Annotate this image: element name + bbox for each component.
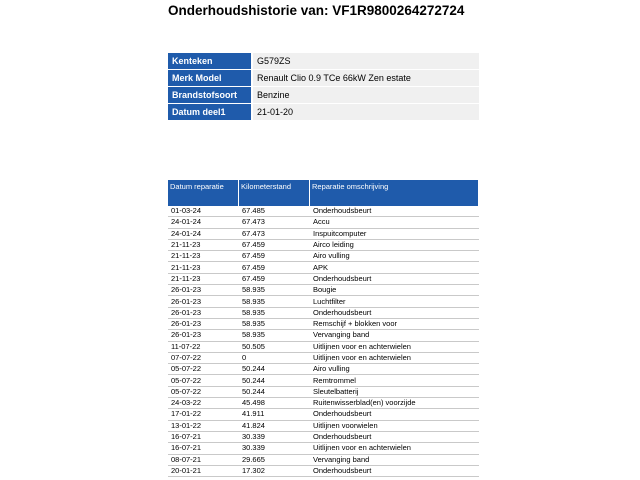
repair-description-cell: Sleutelbatterij [310, 386, 479, 397]
repair-description-cell: Bougie [310, 285, 479, 296]
table-row [168, 285, 479, 296]
repair-description-cell: Onderhoudsbeurt [310, 273, 479, 284]
repair-description-cell: Airo vulling [310, 251, 479, 262]
table-header-row [168, 180, 479, 206]
repair-date-cell: 21-11-23 [168, 239, 239, 250]
table-row [168, 352, 479, 363]
table-row [168, 443, 479, 454]
repair-date-cell: 01-03-24 [168, 206, 239, 217]
mileage-cell: 41.824 [239, 420, 310, 431]
table-row [168, 239, 479, 250]
mileage-cell: 67.473 [239, 217, 310, 228]
vehicle-field-label: Brandstofsoort [168, 87, 252, 104]
repair-date-cell: 13-01-22 [168, 420, 239, 431]
vehicle-field-label: Merk Model [168, 70, 252, 87]
mileage-cell: 58.935 [239, 285, 310, 296]
repair-date-cell: 21-11-23 [168, 273, 239, 284]
repair-date-cell: 05-07-22 [168, 375, 239, 386]
mileage-cell: 17.302 [239, 465, 310, 476]
vehicle-field-value: Benzine [252, 87, 479, 104]
repair-date-cell: 26-01-23 [168, 285, 239, 296]
repair-description-cell: Remtrommel [310, 375, 479, 386]
vehicle-info-row [168, 53, 479, 70]
repair-date-cell: 08-07-21 [168, 454, 239, 465]
table-row [168, 217, 479, 228]
repair-date-cell: 21-11-23 [168, 251, 239, 262]
repair-description-cell: Ruitenwisserblad(en) voorzijde [310, 398, 479, 409]
repair-date-cell: 11-07-22 [168, 341, 239, 352]
vehicle-field-label: Datum deel1 [168, 104, 252, 121]
mileage-cell: 50.505 [239, 341, 310, 352]
repair-description-cell: Onderhoudsbeurt [310, 431, 479, 442]
table-row [168, 341, 479, 352]
mileage-cell: 0 [239, 352, 310, 363]
table-row [168, 364, 479, 375]
repair-description-cell: Uitlijnen voor en achterwielen [310, 352, 479, 363]
repair-date-cell: 24-01-24 [168, 228, 239, 239]
mileage-cell: 29.665 [239, 454, 310, 465]
repair-description-cell: Vervanging band [310, 454, 479, 465]
page-title: Onderhoudshistorie van: VF1R9800264272724 [168, 3, 465, 18]
table-row [168, 228, 479, 239]
repair-date-cell: 17-01-22 [168, 409, 239, 420]
repair-description-cell: Inspuitcomputer [310, 228, 479, 239]
table-row [168, 386, 479, 397]
vehicle-info-row [168, 87, 479, 104]
mileage-cell: 30.339 [239, 443, 310, 454]
repair-description-cell: Airo vulling [310, 364, 479, 375]
vehicle-field-value: G579ZS [252, 53, 479, 70]
mileage-cell: 67.459 [239, 273, 310, 284]
repair-date-cell: 26-01-23 [168, 330, 239, 341]
repair-description-cell: Onderhoudsbeurt [310, 307, 479, 318]
header-mileage: Kilometerstand [239, 180, 310, 206]
table-row [168, 307, 479, 318]
repair-description-cell: Accu [310, 217, 479, 228]
table-row [168, 262, 479, 273]
repair-description-cell: Uitlijnen voor en achterwielen [310, 341, 479, 352]
table-row [168, 296, 479, 307]
mileage-cell: 41.911 [239, 409, 310, 420]
mileage-cell: 67.459 [239, 262, 310, 273]
repair-description-cell: Onderhoudsbeurt [310, 465, 479, 476]
mileage-cell: 58.935 [239, 307, 310, 318]
repair-description-cell: Uitlijnen voor en achterwielen [310, 443, 479, 454]
header-date: Datum reparatie [168, 180, 239, 206]
repair-date-cell: 26-01-23 [168, 307, 239, 318]
table-row [168, 465, 479, 476]
table-row [168, 420, 479, 431]
repair-description-cell: Onderhoudsbeurt [310, 409, 479, 420]
repair-date-cell: 20-01-21 [168, 465, 239, 476]
repair-date-cell: 05-07-22 [168, 386, 239, 397]
mileage-cell: 67.473 [239, 228, 310, 239]
vehicle-field-value: 21-01-20 [252, 104, 479, 121]
repair-date-cell: 16-07-21 [168, 443, 239, 454]
mileage-cell: 67.485 [239, 206, 310, 217]
repair-description-cell: Remschijf + blokken voor [310, 318, 479, 329]
table-row [168, 206, 479, 217]
mileage-cell: 58.935 [239, 318, 310, 329]
mileage-cell: 67.459 [239, 251, 310, 262]
repair-description-cell: APK [310, 262, 479, 273]
vehicle-info-table [168, 52, 479, 121]
repair-description-cell: Uitlijnen voorwielen [310, 420, 479, 431]
mileage-cell: 58.935 [239, 296, 310, 307]
repair-date-cell: 05-07-22 [168, 364, 239, 375]
mileage-cell: 58.935 [239, 330, 310, 341]
repair-date-cell: 26-01-23 [168, 296, 239, 307]
table-row [168, 409, 479, 420]
repair-description-cell: Luchtfilter [310, 296, 479, 307]
mileage-cell: 45.498 [239, 398, 310, 409]
repair-date-cell: 07-07-22 [168, 352, 239, 363]
header-description: Reparatie omschrijving [310, 180, 479, 206]
repair-description-cell: Onderhoudsbeurt [310, 206, 479, 217]
maintenance-history-table [168, 180, 479, 477]
repair-date-cell: 24-01-24 [168, 217, 239, 228]
repair-date-cell: 16-07-21 [168, 431, 239, 442]
mileage-cell: 50.244 [239, 364, 310, 375]
repair-date-cell: 24-03-22 [168, 398, 239, 409]
vehicle-info-row [168, 70, 479, 87]
vehicle-field-value: Renault Clio 0.9 TCe 66kW Zen estate [252, 70, 479, 87]
table-row [168, 273, 479, 284]
repair-date-cell: 26-01-23 [168, 318, 239, 329]
vehicle-info-row [168, 104, 479, 121]
repair-description-cell: Airco leiding [310, 239, 479, 250]
vehicle-field-label: Kenteken [168, 53, 252, 70]
table-row [168, 454, 479, 465]
repair-date-cell: 21-11-23 [168, 262, 239, 273]
mileage-cell: 50.244 [239, 375, 310, 386]
mileage-cell: 50.244 [239, 386, 310, 397]
table-row [168, 398, 479, 409]
table-row [168, 330, 479, 341]
table-row [168, 431, 479, 442]
table-row [168, 251, 479, 262]
mileage-cell: 67.459 [239, 239, 310, 250]
mileage-cell: 30.339 [239, 431, 310, 442]
table-row [168, 318, 479, 329]
table-row [168, 375, 479, 386]
repair-description-cell: Vervanging band [310, 330, 479, 341]
